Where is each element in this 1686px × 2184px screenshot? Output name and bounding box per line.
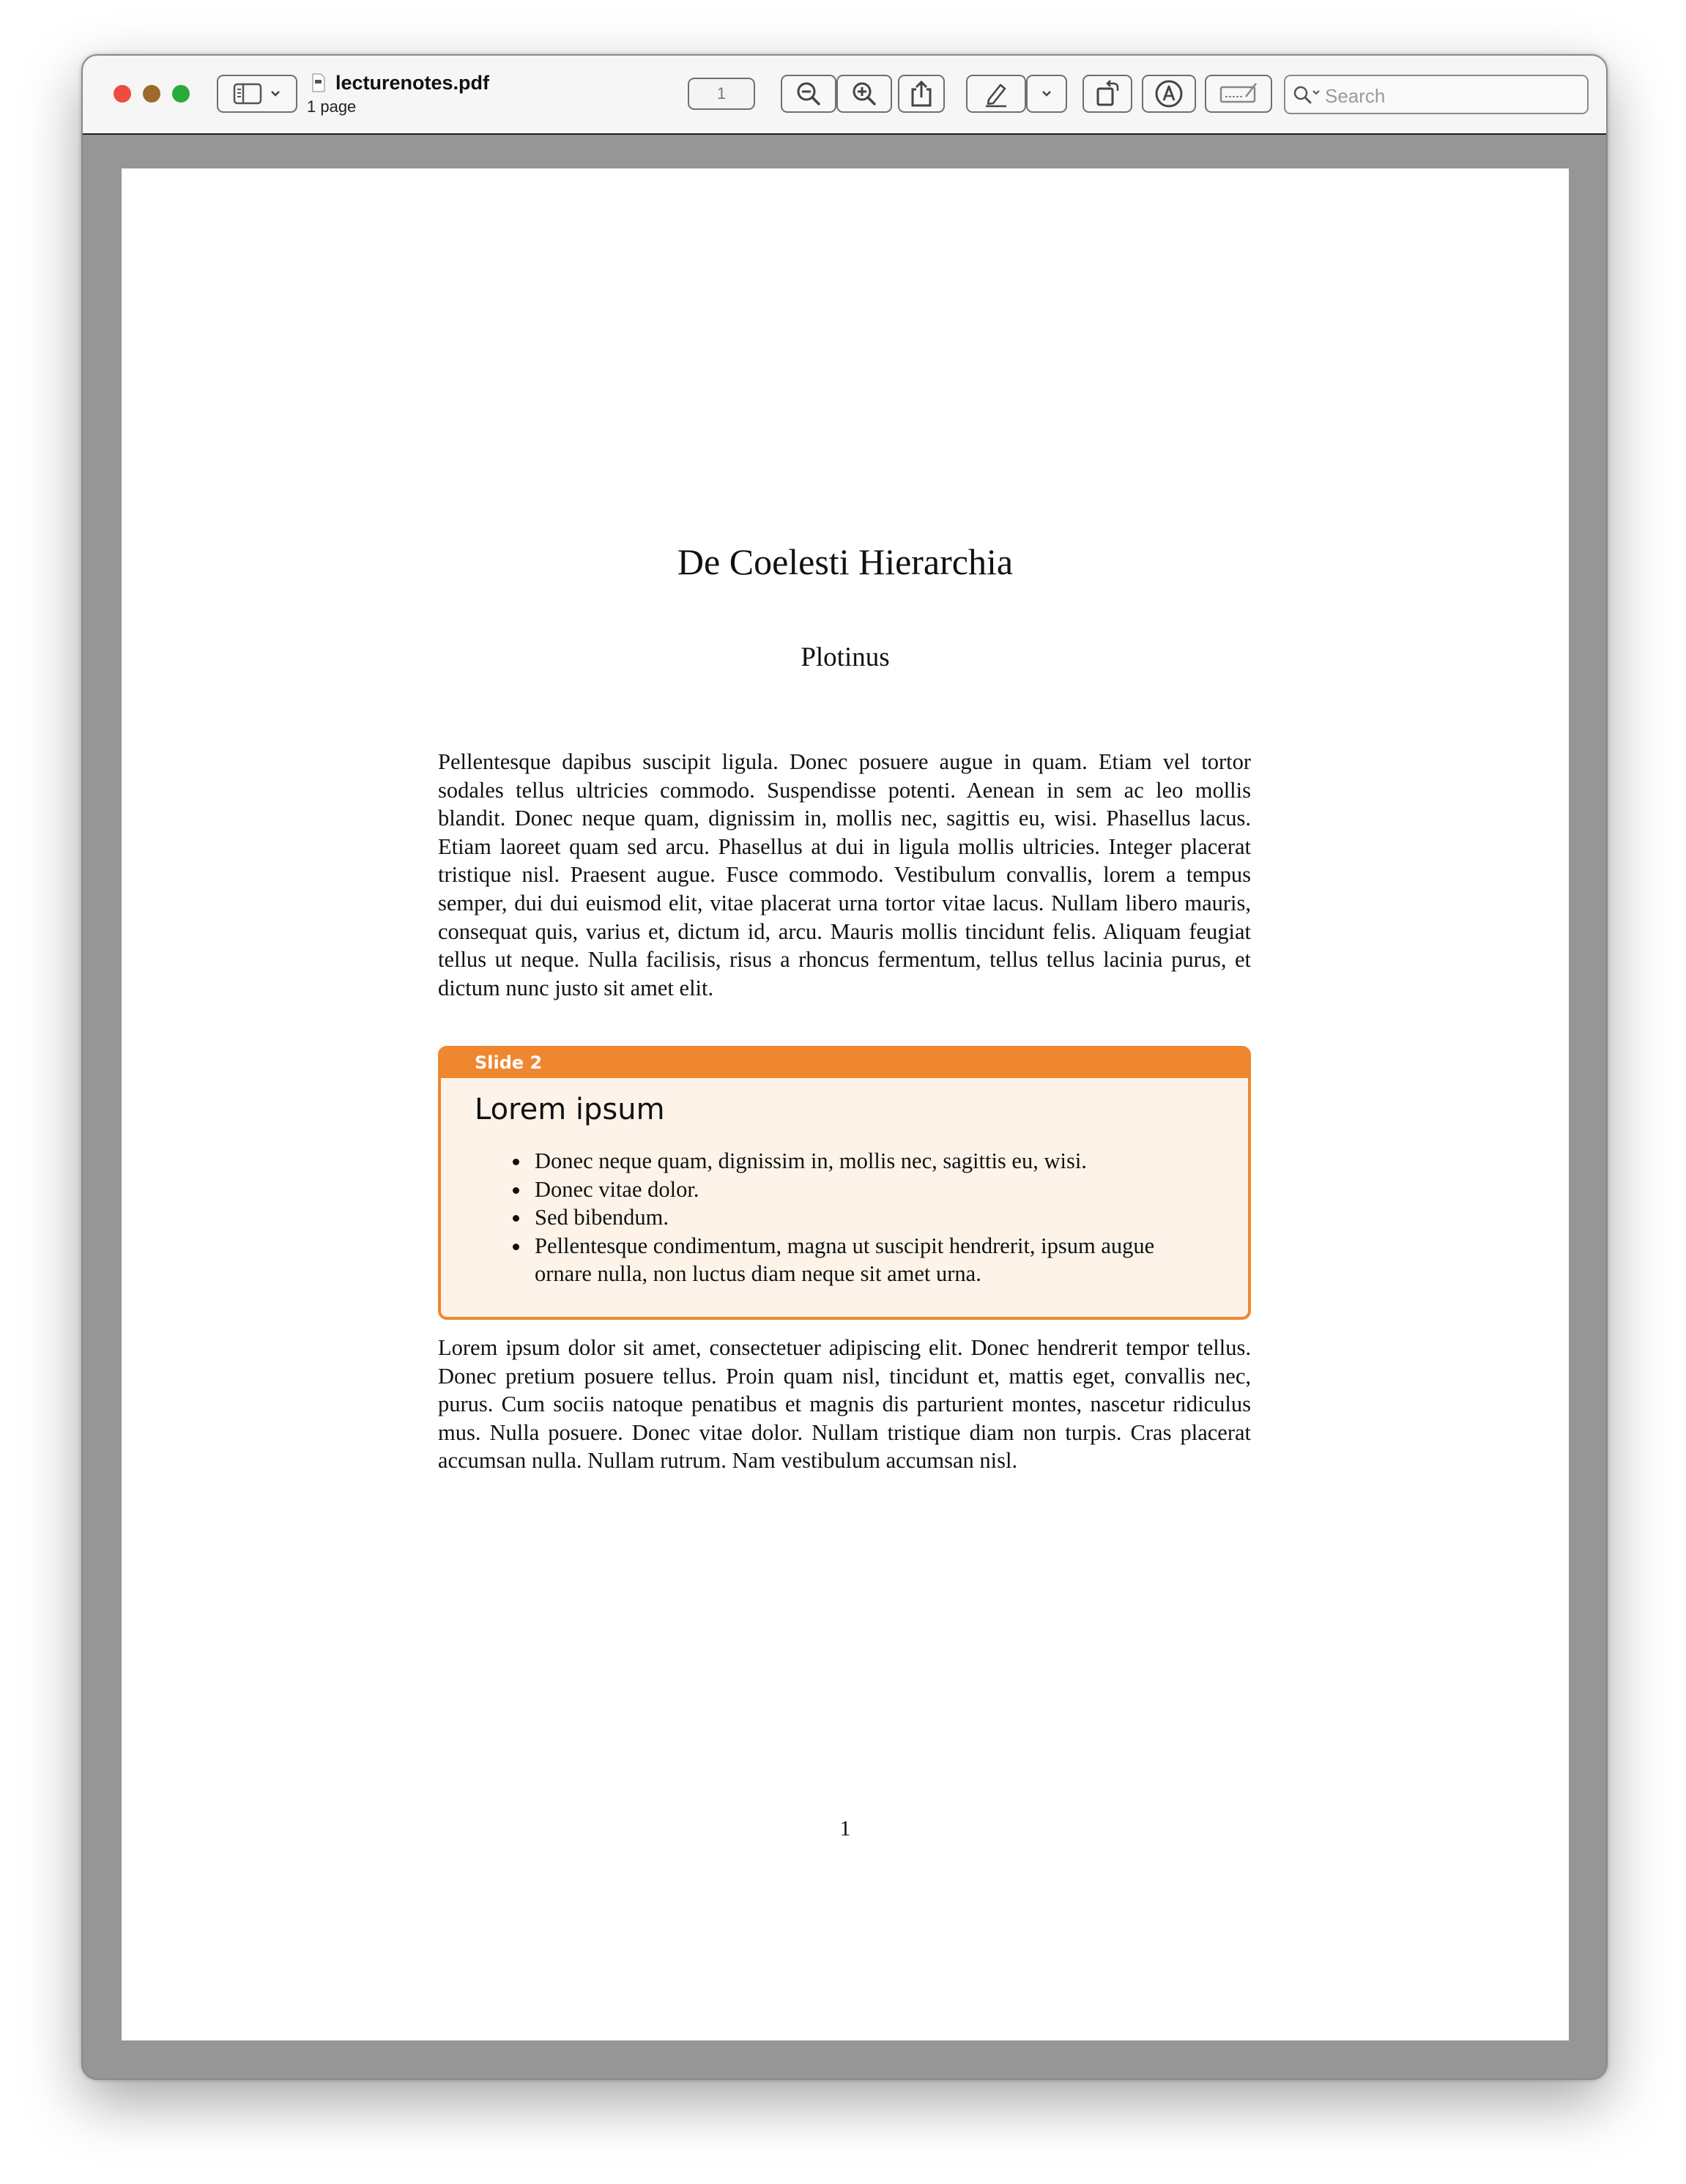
share-icon [908,79,935,108]
list-item: Donec vitae dolor. [535,1175,1179,1204]
search-field[interactable] [1284,75,1589,114]
form-fill-icon [1218,81,1259,107]
list-item: Pellentesque condimentum, magna ut suscipit hendrerit, ipsum augue ornare nulla, non luctus diam neque sit amet urna. [535,1232,1179,1288]
form-fill-button[interactable] [1205,75,1272,113]
close-window-button[interactable] [114,85,131,103]
minimize-window-button[interactable] [143,85,160,103]
highlight-options-button[interactable] [1026,75,1067,113]
slide-bullet-list [476,1147,1179,1288]
body-paragraph: Lorem ipsum dolor sit amet, consectetuer adipiscing elit. Donec hendrerit tempor tellus. Donec pretium posuere tellus. Proin quam nisl, tincidunt et, mattis eget, convallis nec, purus. Cum sociis natoque penatibus et magnis dis parturient montes, nascetur ridiculus mus. Nulla posuere. Donec vitae dolor. Nullam tristique diam non turpis. Cras placerat accumsan nulla. Nullam rutrum. Nam vestibulum accumsan nisl. [438,1335,1251,1474]
zoom-in-button[interactable] [836,75,892,113]
zoom-in-icon [850,79,879,108]
zoom-out-icon [794,79,823,108]
rotate-button[interactable] [1082,75,1132,113]
slide-box [438,1046,1251,1320]
list-item: Sed bibendum. [535,1203,1179,1232]
search-placeholder: Search [1325,85,1386,107]
markup-button[interactable] [1142,75,1196,113]
zoom-window-button[interactable] [172,85,190,103]
slide-header-bar [441,1049,1248,1078]
chevron-down-icon [270,89,281,98]
pdf-page [122,168,1569,2040]
highlight-pen-icon [981,79,1011,108]
document-page-count: 1 page [307,97,357,116]
toolbar [83,56,1606,135]
pdf-file-icon [311,73,326,92]
list-item: Donec neque quam, dignissim in, mollis nec, sagittis eu, wisi. [535,1147,1179,1175]
document-title[interactable]: lecturenotes.pdf [335,72,490,94]
slide-heading: Lorem ipsum [475,1093,665,1126]
page-number-field[interactable]: 1 [688,78,755,110]
markup-icon [1154,78,1184,109]
share-button[interactable] [898,75,945,113]
zoom-out-button[interactable] [781,75,836,113]
preview-window [81,54,1608,2080]
slide-label: Slide 2 [475,1052,543,1073]
rotate-icon [1093,79,1122,108]
chevron-down-icon [1041,89,1052,98]
sidebar-icon [233,82,264,105]
page-footer-number: 1 [839,1816,851,1841]
document-viewport[interactable] [83,135,1606,2079]
search-icon [1291,83,1323,111]
sidebar-toggle-button[interactable] [217,75,297,113]
document-author: Plotinus [801,642,890,672]
document-heading: De Coelesti Hierarchia [677,541,1014,582]
highlight-button[interactable] [966,75,1026,113]
body-paragraph: Pellentesque dapibus suscipit ligula. Donec posuere augue in quam. Etiam vel tortor sodales tellus ultricies commodo. Suspendisse potenti. Aenean in sem ac leo mollis blandit. Donec neque quam, dignissim in, mollis nec, sagittis eu, wisi. Phasellus lacus. Etiam laoreet quam sed arcu. Phasellus at dui in ligula mollis ultricies. Integer placerat tristique nisl. Praesent augue. Fusce commodo. Vestibulum convallis, lorem a tempus semper, dui dui euismod elit, vitae placerat urna tortor vitae lacus. Nullam libero mauris, consequat quis, varius et, dictum id, arcu. Mauris mollis tincidunt felis. Aliquam feugiat tellus ut neque. Nulla facilisis, risus a rhoncus fermentum, tellus tellus lacinia purus, et dictum nunc justo sit amet elit. [438,749,1251,1000]
